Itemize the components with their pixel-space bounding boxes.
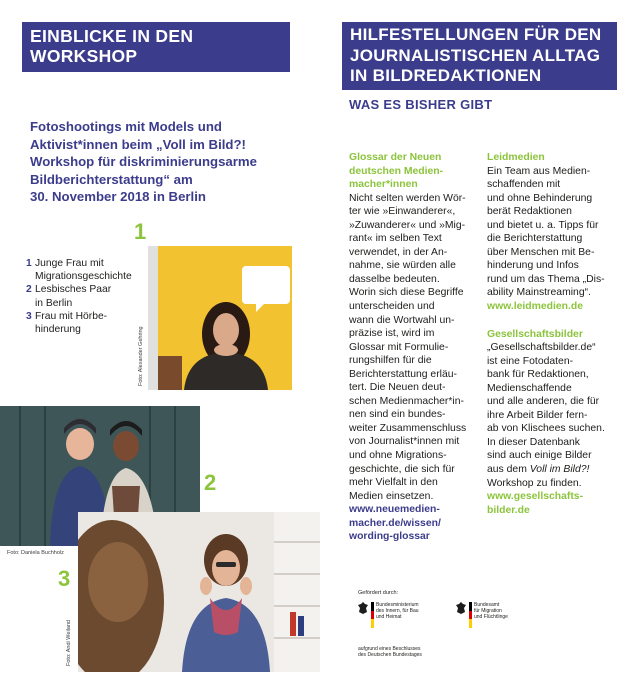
bamf-logo-text — [474, 602, 528, 620]
leidmedien-body-line: hinderung und Infos — [487, 260, 579, 272]
caption-text — [35, 283, 146, 309]
glossar-body-line: Nicht selten werden Wör- — [349, 192, 466, 204]
caption-item — [26, 310, 146, 336]
leidmedien-body-line: und bietet u. a. Tipps für — [487, 219, 599, 231]
leidmedien-body-line: rund um das Thema „Dis- — [487, 273, 605, 285]
glossar-title-line: deutschen Medien- — [349, 165, 444, 177]
sponsor-footer-line: des Deutschen Bundestages — [358, 652, 422, 658]
glossar-body-line: schen Medienmacher*in- — [349, 395, 464, 407]
gesellschaftsbilder-body-line: und alle anderen, die für — [487, 396, 600, 408]
leidmedien-body-line: ability Mainstreaming“. — [487, 287, 591, 299]
bamf-logo — [456, 602, 528, 628]
gesellschaftsbilder-link-line[interactable]: www.gesellschafts- — [487, 491, 584, 503]
glossar-title-line: macher*innen — [349, 179, 418, 191]
glossar-link[interactable] — [349, 503, 474, 544]
gesellschaftsbilder-body-line: ab von Klischees suchen. — [487, 423, 605, 435]
caption-number: 1 — [26, 258, 32, 269]
right-subheader: WAS ES BISHER GIBT — [349, 97, 493, 112]
glossar-link-line[interactable]: wording-glossar — [349, 531, 430, 543]
bmi-logo-text — [376, 602, 430, 620]
caption-item — [26, 283, 146, 309]
leidmedien-body-line: berät Redaktionen — [487, 206, 572, 218]
intro-line: Fotoshootings mit Models und — [30, 119, 222, 134]
logo-text-line: Bundesamt — [474, 602, 500, 608]
photo-woman-hearing-illustration — [78, 512, 320, 672]
photo-young-woman — [148, 246, 292, 390]
german-flag-bar — [371, 602, 374, 628]
glossar-body-line: Glossar mit Formulie- — [349, 341, 449, 353]
glossar-body-line: mehr Vielfalt in den — [349, 477, 438, 489]
glossar-body-line: nen sind ein bundes- — [349, 409, 446, 421]
workshop-intro — [30, 118, 290, 206]
glossar-body-line: Worin sich diese Begriffe — [349, 287, 464, 299]
section-gap — [487, 314, 612, 328]
glossar-title — [349, 151, 474, 192]
federal-eagle-icon — [358, 602, 368, 614]
left-section-header — [22, 22, 290, 72]
glossar-body-line: geschichte, die sich für — [349, 463, 455, 475]
leidmedien-body-line: schaffenden mit — [487, 179, 561, 191]
body-text: aus dem — [487, 464, 530, 476]
glossar-column — [349, 151, 474, 544]
gesellschaftsbilder-body — [487, 341, 612, 490]
logo-text-line: für Migration — [474, 608, 502, 614]
gesellschaftsbilder-body-line: bank für Redaktionen, — [487, 369, 589, 381]
glossar-body-line: Medien einsetzen. — [349, 490, 434, 502]
logo-text-line: und Heimat — [376, 614, 402, 620]
workshop-name: Voll im Bild?! — [529, 464, 590, 476]
glossar-body-line: Berichterstattung erläu- — [349, 368, 458, 380]
leidmedien-link[interactable]: www.leidmedien.de — [487, 301, 584, 313]
caption-text — [35, 257, 146, 283]
caption-line: Junge Frau mit — [35, 258, 104, 269]
right-header-line: JOURNALISTISCHEN ALLTAG — [350, 45, 601, 65]
logo-text-line: und Flüchtlinge — [474, 614, 508, 620]
intro-line: Bildberichterstattung“ am — [30, 171, 193, 187]
caption-item — [26, 257, 146, 283]
glossar-body-line: rungshilfen für die — [349, 355, 432, 367]
glossar-body-line: rant« im selben Text — [349, 233, 442, 245]
leidmedien-body — [487, 165, 612, 300]
glossar-body-line: dasselbe bedeuten. — [349, 273, 440, 285]
logo-text-line: des Innern, für Bau — [376, 608, 419, 614]
gesellschaftsbilder-body-line: ist eine Fotodaten- — [487, 355, 574, 367]
glossar-title-line: Glossar der Neuen — [349, 152, 442, 163]
gesellschaftsbilder-body-line: ihre Arbeit Bilder fern- — [487, 409, 588, 421]
right-header-line: IN BILDREDAKTIONEN — [350, 66, 542, 85]
left-header-line: WORKSHOP — [30, 46, 138, 66]
gesellschaftsbilder-link-line[interactable]: bilder.de — [487, 504, 530, 516]
photo-credit-3: Foto: Andi Weiland — [66, 619, 72, 666]
gesellschaftsbilder-body-line: „Gesellschaftsbilder.de“ — [487, 342, 596, 354]
glossar-body-line: verwendet, in der An- — [349, 246, 448, 258]
photo-number-3: 3 — [58, 566, 71, 591]
intro-line: 30. November 2018 in Berlin — [30, 189, 206, 204]
leidmedien-body-line: und ohne Behinderung — [487, 192, 593, 204]
caption-line: Lesbisches Paar — [35, 284, 112, 296]
logo-text-line: Bundesministerium — [376, 602, 419, 608]
photo-number-1: 1 — [134, 219, 147, 244]
leidmedien-body-line: über Menschen mit Be- — [487, 246, 595, 258]
glossar-body-line: tert. Die Neuen deut- — [349, 382, 446, 394]
glossar-body-line: »Zuwanderer« und »Mig- — [349, 219, 466, 231]
gesellschaftsbilder-title: Gesellschaftsbilder — [487, 328, 583, 340]
photo-captions — [26, 257, 146, 336]
caption-line: Migrationsgeschichte — [35, 271, 132, 283]
glossar-body-line: unterscheiden und — [349, 301, 435, 313]
photo-young-woman-illustration — [148, 246, 292, 390]
gesellschaftsbilder-link[interactable] — [487, 490, 612, 517]
federal-eagle-icon — [456, 602, 466, 614]
sponsor-footer-line: aufgrund eines Beschlusses — [358, 646, 421, 652]
caption-number: 2 — [26, 284, 32, 296]
caption-line: Frau mit Hörbe- — [35, 310, 108, 322]
glossar-body-line: präzise ist, wird im — [349, 328, 435, 340]
glossar-body-line: nahme, sie würden alle — [349, 260, 456, 272]
glossar-body-line: und ohne Migrations- — [349, 450, 447, 462]
intro-line: Workshop für diskriminierungsarme — [30, 154, 257, 169]
photo-credit-2: Foto: Daniela Buchholz — [7, 550, 64, 556]
gesellschaftsbilder-body-line — [487, 463, 612, 477]
glossar-link-line[interactable]: macher.de/wissen/ — [349, 517, 441, 529]
glossar-body-line: wann die Wortwahl un- — [349, 314, 455, 326]
photo-woman-hearing — [78, 512, 320, 672]
leidmedien-body-line: Ein Team aus Medien- — [487, 165, 591, 177]
intro-line: Aktivist*innen beim „Voll im Bild?! — [30, 136, 246, 152]
leidmedien-body-line: die Berichterstattung — [487, 233, 583, 245]
caption-line: in Berlin — [35, 297, 73, 309]
gesellschaftsbilder-body-line: In dieser Datenbank — [487, 436, 580, 448]
sponsor-footer — [358, 646, 438, 658]
photo-credit-1: Foto: Alexander Gehring — [138, 326, 144, 386]
gesellschaftsbilder-body-line: Medienschaffende — [487, 382, 572, 394]
gesellschaftsbilder-body-line: sind auch einige Bilder — [487, 450, 592, 462]
right-header-line: HILFESTELLUNGEN FÜR DEN — [350, 25, 602, 44]
glossar-body-line: von Journalist*innen mit — [349, 436, 460, 448]
glossar-body — [349, 192, 474, 504]
glossar-body-line: weiter Zusammenschluss — [349, 422, 467, 434]
resources-column — [487, 151, 612, 517]
caption-text — [35, 310, 146, 336]
right-section-header — [342, 22, 617, 90]
caption-line: hinderung — [35, 324, 81, 336]
bmi-logo — [358, 602, 430, 628]
photo-number-2: 2 — [204, 470, 217, 495]
left-header-line: EINBLICKE IN DEN — [30, 26, 194, 46]
caption-number: 3 — [26, 310, 32, 322]
gesellschaftsbilder-body-line: Workshop zu finden. — [487, 477, 582, 489]
glossar-body-line: ter wie »Einwanderer«, — [349, 206, 456, 218]
german-flag-bar — [469, 602, 472, 628]
sponsor-label: Gefördert durch: — [358, 590, 399, 596]
leidmedien-title: Leidmedien — [487, 152, 545, 163]
glossar-link-line[interactable]: www.neuemedien- — [349, 504, 440, 516]
